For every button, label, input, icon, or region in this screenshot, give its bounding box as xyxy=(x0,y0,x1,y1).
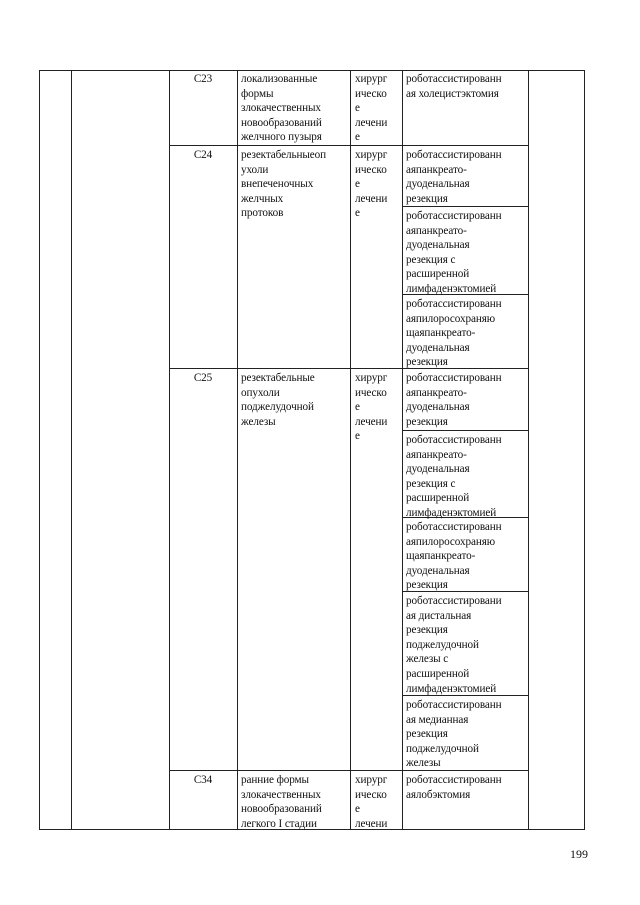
row-method: роботассистированн аяпанкреато- дуоденальная резекция xyxy=(406,149,502,205)
page-number: 199 xyxy=(570,847,588,861)
row-code: C23 xyxy=(193,73,213,85)
row-method: роботассистированн аяпанкреато- дуоденальная резекция с расширенной лимфаденэктомией xyxy=(406,210,502,295)
row-diagnosis: резектабельныеоп ухоли внепеченочных желчных протоков xyxy=(241,149,327,220)
column-divider xyxy=(169,70,170,830)
row-code: C25 xyxy=(193,372,213,384)
column-divider xyxy=(237,70,238,830)
row-method: роботассистированн аяпанкреато- дуоденальная резекция xyxy=(406,372,502,428)
row-treatment: хирург ическо е лечени е xyxy=(355,73,388,144)
column-divider xyxy=(402,70,403,830)
row-treatment: хирург ическо е лечени е xyxy=(355,372,388,443)
column-divider xyxy=(350,70,351,830)
row-code: C24 xyxy=(193,149,213,161)
row-diagnosis: локализованные формы злокачественных новообразований желчного пузыря xyxy=(241,73,322,144)
row-treatment: хирург ическо е лечени е xyxy=(355,149,388,220)
row-method: роботассистированн аяпилоросохраняю щаяпанкреато- дуоденальная резекция xyxy=(406,298,502,369)
column-divider xyxy=(71,70,72,830)
row-method: роботассистированн аялобэктомия xyxy=(406,774,502,801)
row-code: C34 xyxy=(193,774,213,786)
row-method: роботассистировани ая дистальная резекция поджелудочной железы с расширенной лимфаденэктомией xyxy=(406,595,502,695)
row-method: роботассистированн ая медианная резекция поджелудочной железы xyxy=(406,699,502,770)
method-separator xyxy=(402,430,528,431)
row-method: роботассистированн ая холецистэктомия xyxy=(406,73,502,100)
row-diagnosis: резектабельные опухоли поджелудочной железы xyxy=(241,372,315,428)
row-separator xyxy=(169,145,528,146)
row-method: роботассистированн аяпанкреато- дуоденальная резекция с расширенной лимфаденэктомией xyxy=(406,434,502,519)
row-treatment: хирург ическо е лечени xyxy=(355,774,388,830)
row-diagnosis: ранние формы злокачественных новообразований легкого I стадии xyxy=(241,774,322,830)
column-divider xyxy=(528,70,529,830)
row-method: роботассистированн аяпилоросохраняю щаяпанкреато- дуоденальная резекция xyxy=(406,521,502,592)
